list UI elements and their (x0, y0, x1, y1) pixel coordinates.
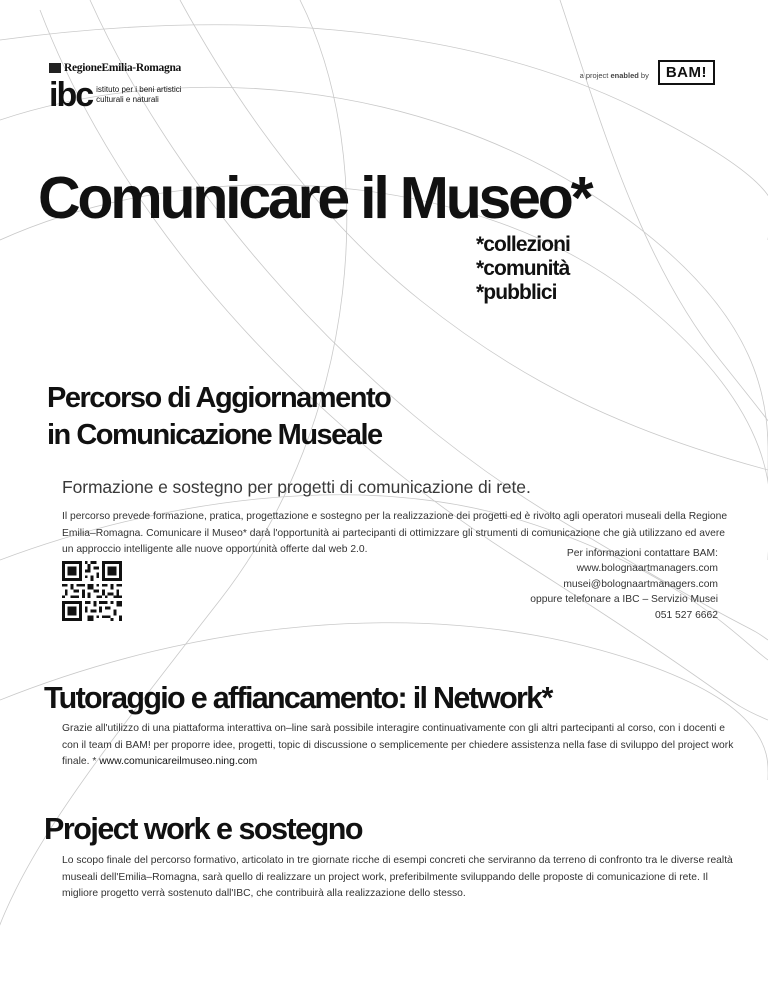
bam-caption-suffix: by (640, 71, 649, 80)
percorso-heading-line: Percorso di Aggiornamento (47, 382, 391, 414)
bam-caption-bold: enabled (610, 71, 639, 80)
contact-website-link[interactable]: www.bolognaartmanagers.com (576, 563, 718, 575)
network-url-link[interactable]: www.comunicareilmuseo.ning.com (99, 756, 258, 767)
network-heading: Tutoraggio e affiancamento: il Network* (44, 681, 552, 715)
main-title: Comunicare il Museo* (38, 165, 591, 231)
percorso-heading-line: in Comunicazione Museale (47, 419, 382, 451)
ibc-logo-mark: ibc (49, 76, 93, 114)
subtitle-comunita: *comunità (476, 257, 570, 280)
percorso-tagline: Formazione e sostegno per progetti di comunicazione di rete. (62, 477, 531, 497)
ibc-description (96, 85, 181, 105)
project-text: Lo scopo finale del percorso formativo, articolato in tre giornate ricche di esempi concreti che serviranno da terreno di confronto tra le diverse realtà museali dell'Emilia–Romagna, sarà quello di realizzare un project work, preferibilmente sviluppando delle proposte di comunicazione di rete. Il migliore progetto verrà sostenuto dall'IBC, che contribuirà alla realizzazione dello stesso. (62, 855, 733, 899)
bam-logo: BAM! (658, 60, 715, 85)
project-heading: Project work e sostegno (44, 812, 363, 846)
regione-logo-text: RegioneEmilia-Romagna (64, 62, 181, 74)
contact-phone-label: oppure telefonare a IBC – Servizio Musei (530, 594, 718, 606)
ibc-description-line: istituto per i beni artistici (96, 85, 182, 94)
network-description: Grazie all'utilizzo di una piattaforma interattiva on–line sarà possibile interagire continuativamente con gli altri partecipanti al corso, con i docenti e con il team di BAM! per proporre idee, progetti, topic di discussione o semplicemente per chiedere assistenza nella fase di sviluppo del project work finale. * (62, 723, 734, 767)
title-subtitles (476, 233, 570, 305)
contact-phone-number: 051 527 6662 (655, 609, 718, 621)
bam-caption-prefix: a project (579, 71, 609, 80)
regione-flag-icon (49, 63, 61, 73)
contact-block (530, 546, 718, 623)
qr-code-icon (62, 561, 122, 621)
bam-credit (580, 60, 715, 85)
ibc-logo (49, 76, 182, 114)
percorso-intro: Il percorso prevede formazione, pratica, progettazione e sostegno per la realizzazione dei progetti ed è rivolto agli operatori museali della Regione Emilia–Romagna. Comunicare il Museo* darà l'opportunità ai partecipanti di ottimizzare gli strumenti di comunicazione che già utilizzano ed avere un approccio intelligente alle nuove opportunità offerte dal web 2.0. (62, 511, 728, 555)
regione-emilia-romagna-logo (49, 62, 181, 74)
percorso-heading (47, 380, 390, 454)
contact-email-link[interactable]: musei@bolognaartmanagers.com (563, 578, 718, 590)
subtitle-pubblici: *pubblici (476, 281, 557, 304)
contact-heading: Per informazioni contattare BAM: (566, 548, 718, 559)
network-text (62, 721, 742, 771)
bam-caption (580, 71, 649, 80)
subtitle-collezioni: *collezioni (476, 233, 570, 256)
ibc-description-line: culturali e naturali (96, 95, 159, 104)
